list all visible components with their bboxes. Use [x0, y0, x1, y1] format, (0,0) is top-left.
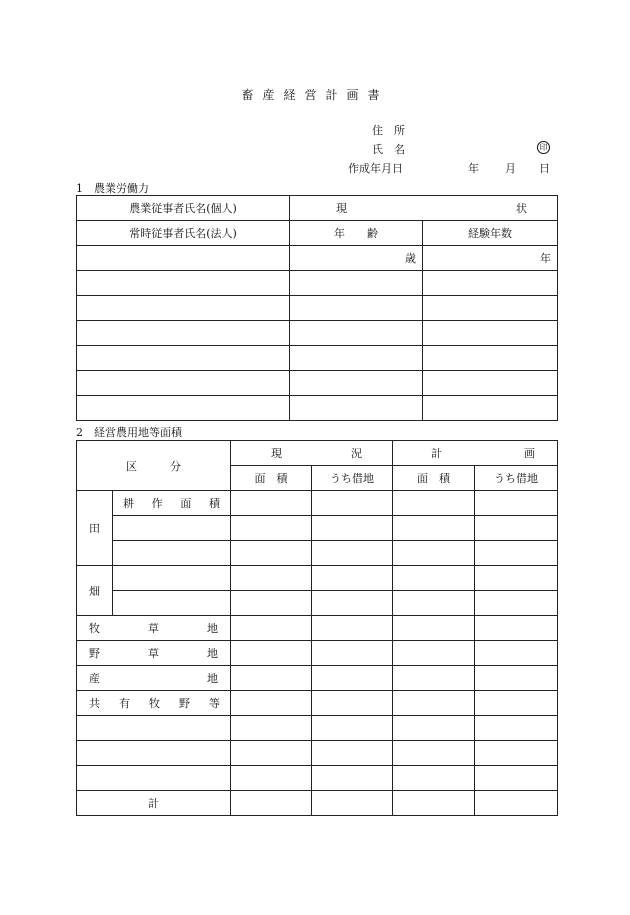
experience-cell[interactable] [423, 321, 558, 346]
age-header: 年 齢 [290, 221, 423, 246]
age-cell[interactable] [290, 396, 423, 421]
input-cell[interactable] [475, 641, 558, 666]
input-cell[interactable] [77, 741, 231, 766]
input-cell[interactable] [231, 616, 312, 641]
input-cell[interactable] [231, 716, 312, 741]
input-cell[interactable] [475, 566, 558, 591]
section2-heading: 2 経営農用地等面積 [76, 426, 182, 439]
label-char: 草 [148, 647, 159, 660]
name-cell[interactable] [77, 371, 290, 396]
input-cell[interactable] [113, 591, 231, 616]
table-row [77, 691, 558, 716]
table-row [77, 666, 558, 691]
current-header-a: 現 [271, 447, 282, 460]
input-cell[interactable] [312, 791, 393, 816]
label-char: 等 [209, 697, 220, 710]
common-pasture-label [77, 691, 231, 716]
upland-label: 畑 [77, 566, 113, 616]
plan-header [393, 441, 558, 466]
label-char: 牧 [149, 697, 160, 710]
name-cell[interactable] [77, 246, 290, 271]
input-cell[interactable] [77, 766, 231, 791]
current-area-header: 面 積 [231, 466, 312, 491]
label-char: 積 [208, 497, 220, 510]
input-cell[interactable] [231, 641, 312, 666]
table-row [77, 516, 558, 541]
name-cell[interactable] [77, 271, 290, 296]
input-cell[interactable] [393, 691, 475, 716]
cultivated-area-label [113, 491, 231, 516]
label-char: 地 [207, 672, 218, 685]
table-row [77, 271, 558, 296]
label-char: 有 [119, 697, 130, 710]
table-row [77, 541, 558, 566]
age-cell[interactable]: 歳 [290, 246, 423, 271]
current-header [231, 441, 393, 466]
seal-icon: 印 [537, 141, 550, 154]
table-row [77, 321, 558, 346]
input-cell[interactable] [475, 516, 558, 541]
input-cell[interactable] [475, 591, 558, 616]
input-cell[interactable] [312, 716, 393, 741]
table-row [77, 246, 558, 271]
input-cell[interactable] [475, 741, 558, 766]
experience-header: 経験年数 [423, 221, 558, 246]
input-cell[interactable] [475, 616, 558, 641]
year-label: 年 [468, 162, 479, 175]
month-label: 月 [505, 162, 516, 175]
table-row [77, 641, 558, 666]
input-cell[interactable] [475, 666, 558, 691]
date-label: 作成年月日 [348, 162, 403, 175]
land-area-table [76, 440, 558, 816]
age-cell[interactable] [290, 271, 423, 296]
name-column-header-1: 農業従事者氏名(個人) [77, 196, 290, 221]
status-header-a: 現 [336, 202, 347, 215]
name-cell[interactable] [77, 346, 290, 371]
input-cell[interactable] [475, 691, 558, 716]
age-cell[interactable] [290, 346, 423, 371]
age-cell[interactable] [290, 321, 423, 346]
input-cell[interactable] [393, 566, 475, 591]
table-row [77, 491, 558, 516]
current-header-b: 況 [351, 447, 362, 460]
input-cell[interactable] [113, 541, 231, 566]
input-cell[interactable] [231, 791, 312, 816]
section1-heading: 1 農業労働力 [76, 182, 149, 195]
label-char: 草 [148, 622, 159, 635]
table-row [77, 566, 558, 591]
label-char: 牧 [89, 622, 100, 635]
table-row [77, 371, 558, 396]
table-row [77, 766, 558, 791]
input-cell[interactable] [393, 641, 475, 666]
input-cell[interactable] [312, 766, 393, 791]
input-cell[interactable] [312, 741, 393, 766]
input-cell[interactable] [113, 516, 231, 541]
paddy-label: 田 [77, 491, 113, 566]
table-row [77, 741, 558, 766]
input-cell[interactable] [393, 541, 475, 566]
experience-cell[interactable] [423, 371, 558, 396]
input-cell[interactable] [312, 616, 393, 641]
input-cell[interactable] [231, 566, 312, 591]
label-char: 作 [151, 497, 163, 510]
input-cell[interactable] [231, 516, 312, 541]
label-char: 地 [207, 647, 218, 660]
input-cell[interactable] [312, 666, 393, 691]
name-cell[interactable] [77, 396, 290, 421]
input-cell[interactable] [312, 541, 393, 566]
wild-grass-label [77, 641, 231, 666]
input-cell[interactable] [393, 716, 475, 741]
label-char: 産 [89, 672, 100, 685]
experience-cell[interactable] [423, 396, 558, 421]
input-cell[interactable] [231, 491, 312, 516]
table-row [77, 716, 558, 741]
total-label: 計 [77, 791, 231, 816]
experience-cell[interactable] [423, 271, 558, 296]
input-cell[interactable] [393, 616, 475, 641]
table-row [77, 296, 558, 321]
plan-header-b: 画 [524, 447, 535, 460]
input-cell[interactable] [393, 666, 475, 691]
label-char: 耕 [123, 497, 134, 510]
input-cell[interactable] [312, 566, 393, 591]
name-cell[interactable] [77, 296, 290, 321]
input-cell[interactable] [475, 491, 558, 516]
name-label: 氏 名 [372, 143, 405, 156]
label-char: 面 [180, 497, 192, 510]
input-cell[interactable] [231, 591, 312, 616]
input-cell[interactable] [231, 666, 312, 691]
label-char: 野 [89, 647, 100, 660]
plan-leased-header: うち借地 [475, 466, 558, 491]
table-row [77, 396, 558, 421]
experience-cell[interactable]: 年 [423, 246, 558, 271]
experience-cell[interactable] [423, 346, 558, 371]
status-header-b: 状 [516, 202, 527, 215]
plan-area-header: 面 積 [393, 466, 475, 491]
input-cell[interactable] [231, 766, 312, 791]
plan-header-a: 計 [431, 447, 442, 460]
label-char: 地 [207, 622, 218, 635]
category-header: 区 分 [77, 441, 231, 491]
input-cell[interactable] [475, 716, 558, 741]
input-cell[interactable] [312, 691, 393, 716]
input-cell[interactable] [393, 491, 475, 516]
labor-table [76, 195, 558, 421]
input-cell[interactable] [393, 516, 475, 541]
address-label: 住 所 [372, 124, 405, 137]
input-cell[interactable] [312, 516, 393, 541]
input-cell[interactable] [312, 491, 393, 516]
input-cell[interactable] [77, 716, 231, 741]
input-cell[interactable] [231, 541, 312, 566]
input-cell[interactable] [475, 541, 558, 566]
pasture-label [77, 616, 231, 641]
experience-cell[interactable] [423, 296, 558, 321]
input-cell[interactable] [393, 741, 475, 766]
label-char: 共 [89, 697, 100, 710]
age-cell[interactable] [290, 371, 423, 396]
input-cell[interactable] [393, 591, 475, 616]
document-title: 畜産経営計画書 [241, 88, 389, 102]
input-cell[interactable] [312, 641, 393, 666]
table-row [77, 346, 558, 371]
name-column-header-2: 常時従事者氏名(法人) [77, 221, 290, 246]
total-row [77, 791, 558, 816]
input-cell[interactable] [312, 591, 393, 616]
input-cell[interactable] [113, 566, 231, 591]
input-cell[interactable] [475, 791, 558, 816]
age-cell[interactable] [290, 296, 423, 321]
input-cell[interactable] [231, 741, 312, 766]
label-char: 野 [179, 697, 190, 710]
seal-mark [537, 140, 550, 154]
input-cell[interactable] [231, 691, 312, 716]
table-row [77, 591, 558, 616]
current-leased-header: うち借地 [312, 466, 393, 491]
name-cell[interactable] [77, 321, 290, 346]
day-label: 日 [539, 162, 550, 175]
input-cell[interactable] [393, 791, 475, 816]
forest-label [77, 666, 231, 691]
input-cell[interactable] [393, 766, 475, 791]
table-row [77, 616, 558, 641]
input-cell[interactable] [475, 766, 558, 791]
status-header [290, 196, 558, 221]
